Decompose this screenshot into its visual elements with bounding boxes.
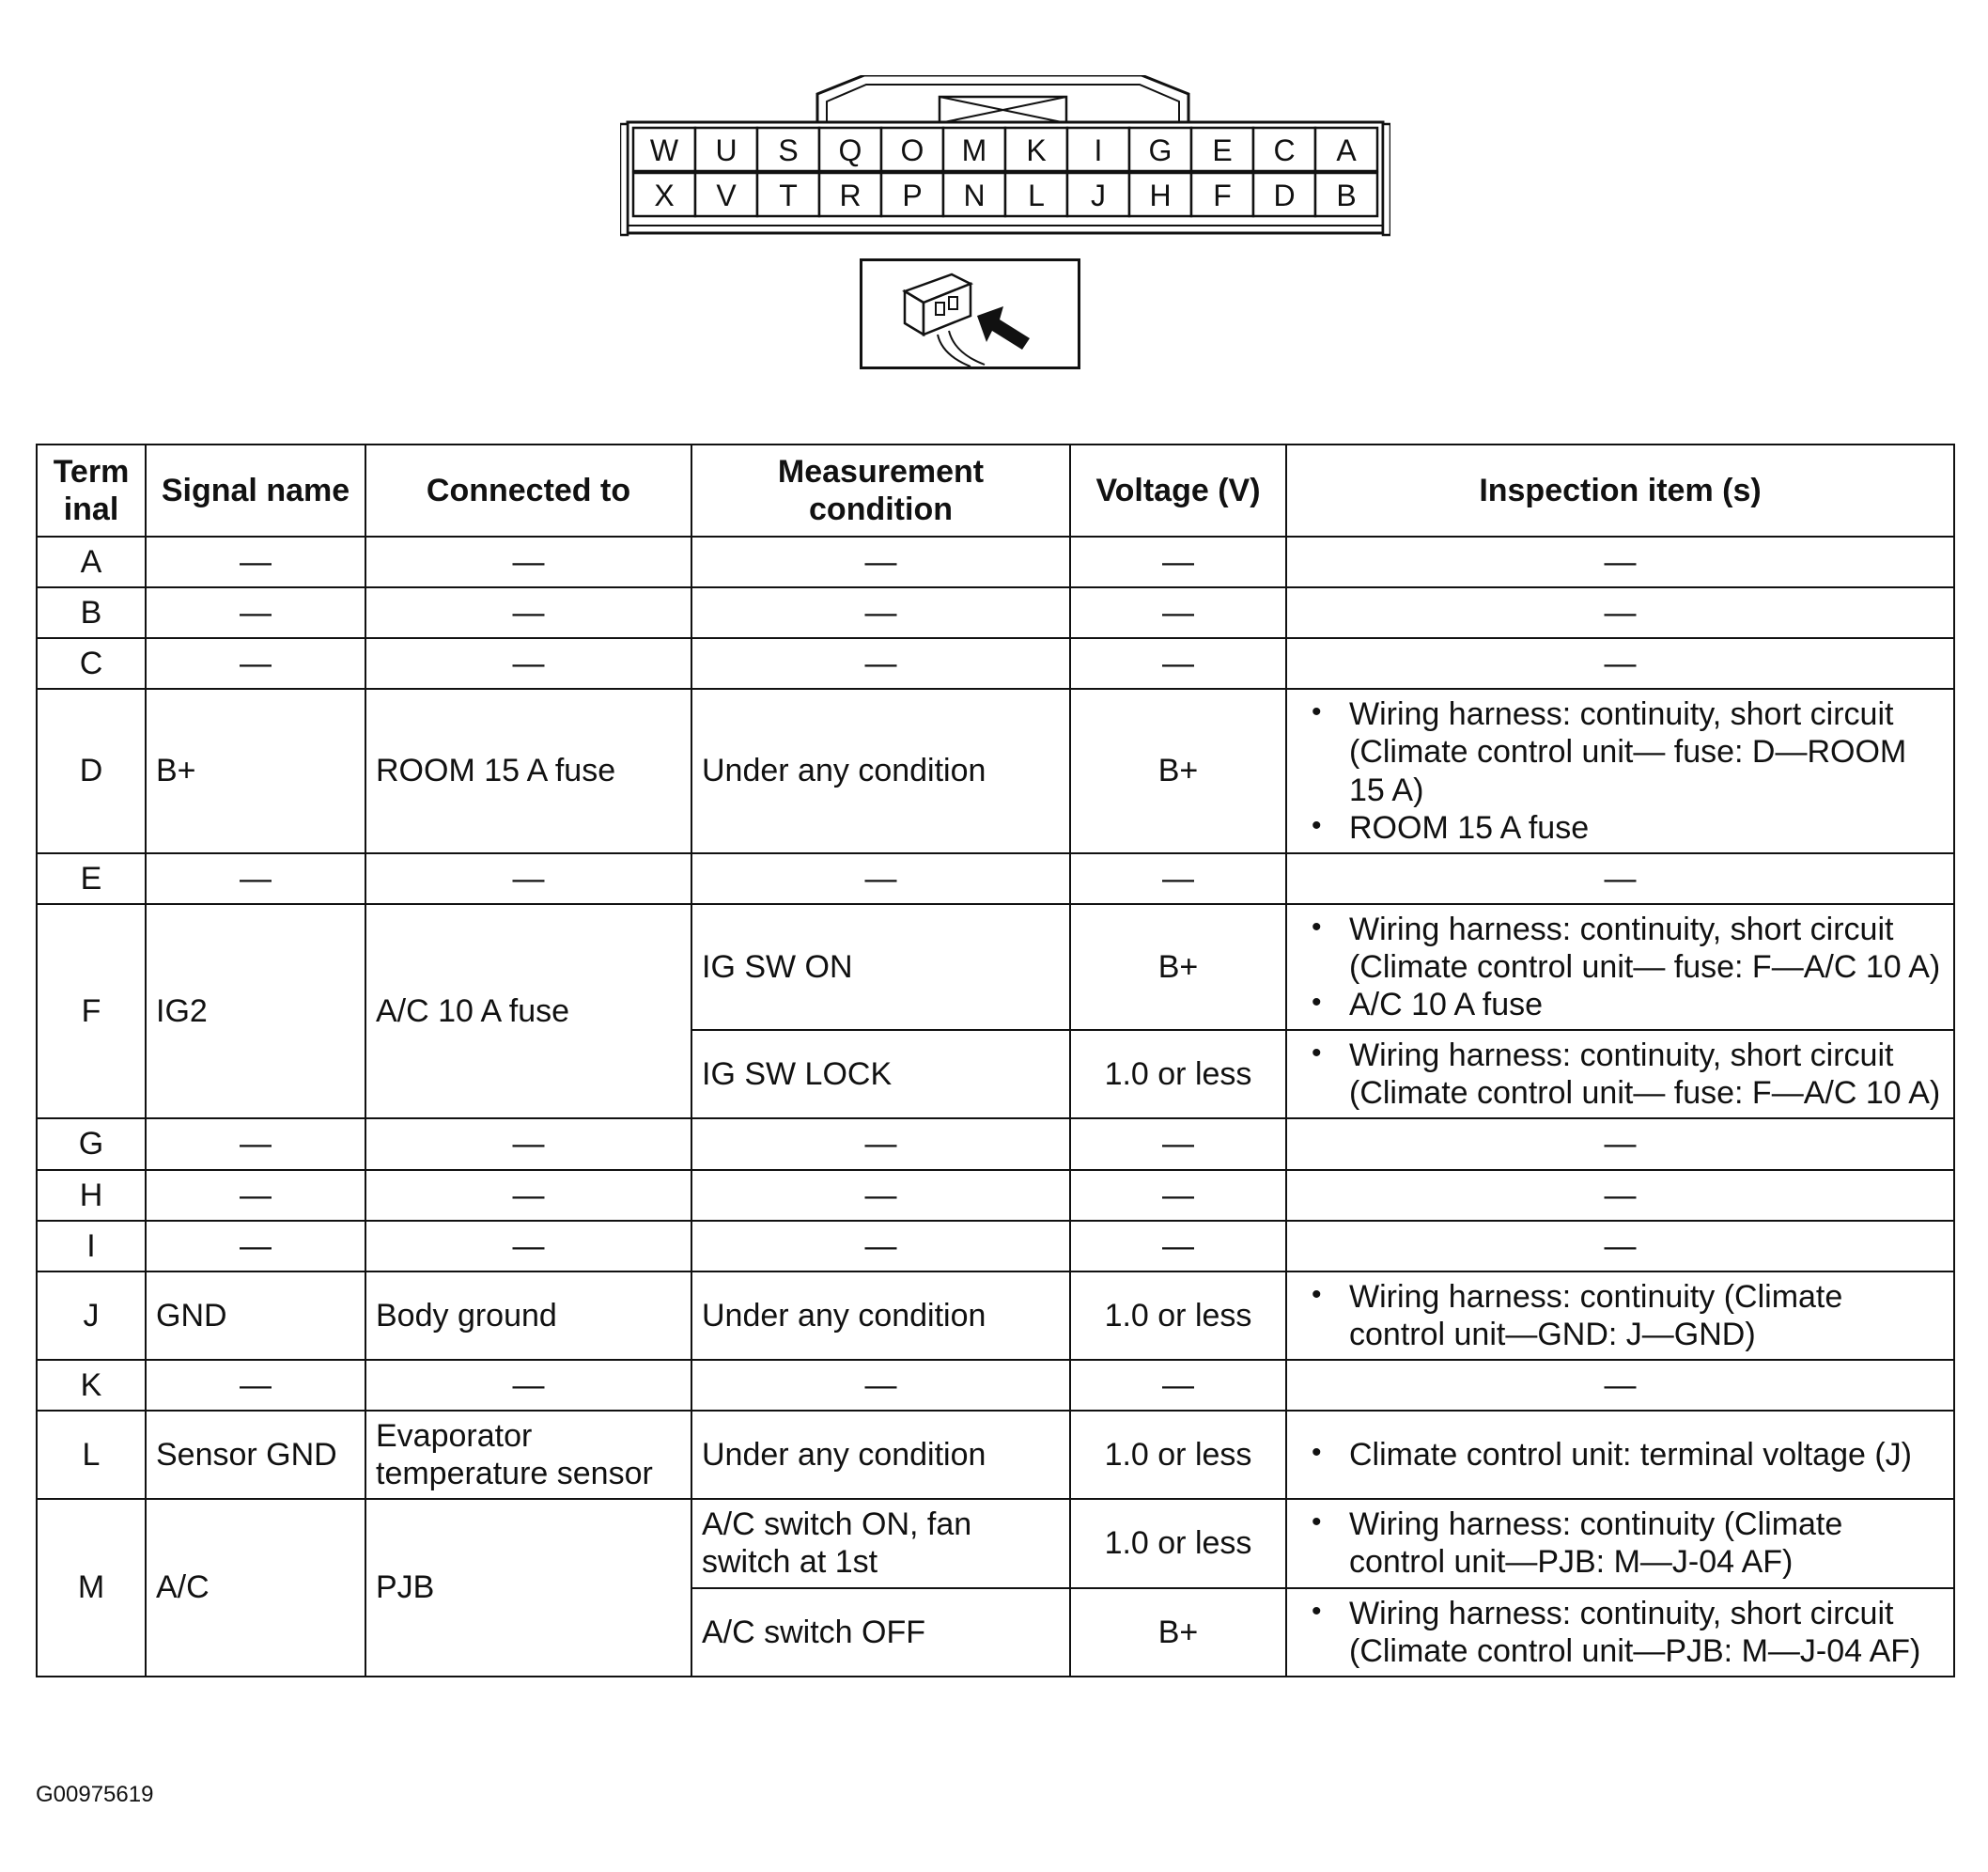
connected-cell: — bbox=[365, 638, 691, 689]
inspection-item: • Wiring harness: continuity, short circuit (Climate control unit— fuse: D—ROOM 15 A) bbox=[1349, 695, 1944, 808]
connector-pin-C bbox=[1253, 128, 1315, 171]
inspection-list bbox=[1297, 695, 1944, 846]
svg-text:P: P bbox=[902, 179, 923, 212]
table-row bbox=[37, 1360, 1954, 1411]
connected-cell: — bbox=[365, 1221, 691, 1271]
connector-pin-W bbox=[633, 128, 695, 171]
svg-text:K: K bbox=[1026, 133, 1047, 167]
svg-text:B: B bbox=[1336, 179, 1357, 212]
svg-text:E: E bbox=[1212, 133, 1233, 167]
inspection-cell bbox=[1286, 689, 1954, 852]
measurement-cell: Under any condition bbox=[691, 1271, 1070, 1360]
connector-pin-H bbox=[1129, 173, 1191, 216]
inspection-item: • Wiring harness: continuity (Climate control unit—PJB: M—J-04 AF) bbox=[1349, 1505, 1944, 1581]
connector-pin-P bbox=[881, 173, 943, 216]
inspection-cell: — bbox=[1286, 1360, 1954, 1411]
inspection-cell: — bbox=[1286, 537, 1954, 587]
voltage-cell: — bbox=[1070, 853, 1286, 904]
voltage-cell: — bbox=[1070, 1118, 1286, 1169]
svg-text:H: H bbox=[1149, 179, 1172, 212]
table-row bbox=[37, 1221, 1954, 1271]
voltage-cell: — bbox=[1070, 537, 1286, 587]
terminal-cell: J bbox=[37, 1271, 146, 1360]
voltage-cell: 1.0 or less bbox=[1070, 1271, 1286, 1360]
svg-text:R: R bbox=[839, 179, 862, 212]
inspection-item: • Climate control unit: terminal voltage (J) bbox=[1349, 1436, 1944, 1474]
table-row bbox=[37, 1499, 1954, 1587]
connector-pin-I bbox=[1067, 128, 1129, 171]
table-row bbox=[37, 904, 1954, 1030]
connector-pin-D bbox=[1253, 173, 1315, 216]
connected-cell: — bbox=[365, 1118, 691, 1169]
connector-pin-R bbox=[819, 173, 881, 216]
svg-text:X: X bbox=[654, 179, 675, 212]
table-row bbox=[37, 853, 1954, 904]
svg-text:V: V bbox=[716, 179, 737, 212]
svg-text:Q: Q bbox=[838, 133, 862, 167]
voltage-cell: B+ bbox=[1070, 1588, 1286, 1677]
connector-pin-A bbox=[1315, 128, 1377, 171]
measurement-cell: — bbox=[691, 587, 1070, 638]
signal-cell: — bbox=[146, 587, 365, 638]
connected-cell: — bbox=[365, 853, 691, 904]
connected-cell: — bbox=[365, 587, 691, 638]
inspection-item: • Wiring harness: continuity, short circuit (Climate control unit— fuse: F—A/C 10 A) bbox=[1349, 1037, 1944, 1112]
svg-text:C: C bbox=[1273, 133, 1296, 167]
terminal-cell: K bbox=[37, 1360, 146, 1411]
connector-pin-B bbox=[1315, 173, 1377, 216]
header-signal-name: Signal name bbox=[146, 445, 365, 537]
inspection-cell: — bbox=[1286, 638, 1954, 689]
connected-cell: — bbox=[365, 537, 691, 587]
connector-pin-T bbox=[757, 173, 819, 216]
measurement-cell: — bbox=[691, 537, 1070, 587]
signal-cell: A/C bbox=[146, 1499, 365, 1676]
connector-pin-K bbox=[1005, 128, 1067, 171]
svg-text:W: W bbox=[649, 133, 679, 167]
svg-text:F: F bbox=[1213, 179, 1232, 212]
inspection-cell: — bbox=[1286, 1170, 1954, 1221]
measurement-cell: A/C switch ON, fan switch at 1st bbox=[691, 1499, 1070, 1587]
table-row bbox=[37, 1411, 1954, 1499]
terminal-cell: B bbox=[37, 587, 146, 638]
measurement-cell: — bbox=[691, 1118, 1070, 1169]
signal-cell: — bbox=[146, 638, 365, 689]
view-direction-icon bbox=[860, 258, 1080, 369]
inspection-item: • ROOM 15 A fuse bbox=[1349, 809, 1944, 847]
signal-cell: Sensor GND bbox=[146, 1411, 365, 1499]
svg-text:I: I bbox=[1094, 133, 1103, 167]
svg-text:O: O bbox=[900, 133, 924, 167]
voltage-cell: 1.0 or less bbox=[1070, 1411, 1286, 1499]
inspection-cell bbox=[1286, 1271, 1954, 1360]
inspection-cell: — bbox=[1286, 587, 1954, 638]
terminal-inspection-table bbox=[36, 444, 1955, 1677]
terminal-cell: I bbox=[37, 1221, 146, 1271]
terminal-cell: M bbox=[37, 1499, 146, 1676]
inspection-cell bbox=[1286, 1499, 1954, 1587]
connector-pin-U bbox=[695, 128, 757, 171]
svg-text:T: T bbox=[779, 179, 798, 212]
inspection-item: • Wiring harness: continuity, short circuit (Climate control unit— fuse: F—A/C 10 A) bbox=[1349, 911, 1944, 986]
voltage-cell: 1.0 or less bbox=[1070, 1499, 1286, 1587]
svg-text:J: J bbox=[1091, 179, 1106, 212]
signal-cell: — bbox=[146, 853, 365, 904]
measurement-cell: Under any condition bbox=[691, 689, 1070, 852]
signal-cell: — bbox=[146, 1170, 365, 1221]
connector-pin-N bbox=[943, 173, 1005, 216]
connector-pin-V bbox=[695, 173, 757, 216]
inspection-list bbox=[1297, 1595, 1944, 1670]
svg-text:N: N bbox=[963, 179, 986, 212]
connector-pin-X bbox=[633, 173, 695, 216]
connected-cell: Evaporator temperature sensor bbox=[365, 1411, 691, 1499]
voltage-cell: 1.0 or less bbox=[1070, 1030, 1286, 1118]
header-terminal: Term inal bbox=[37, 445, 146, 537]
table-row bbox=[37, 1118, 1954, 1169]
inspection-list bbox=[1297, 1037, 1944, 1112]
table-row bbox=[37, 1170, 1954, 1221]
table-row bbox=[37, 689, 1954, 852]
inspection-cell: — bbox=[1286, 1221, 1954, 1271]
inspection-list bbox=[1297, 1505, 1944, 1581]
terminal-cell: L bbox=[37, 1411, 146, 1499]
inspection-cell: — bbox=[1286, 1118, 1954, 1169]
connected-cell: A/C 10 A fuse bbox=[365, 904, 691, 1119]
connector-pin-L bbox=[1005, 173, 1067, 216]
voltage-cell: B+ bbox=[1070, 904, 1286, 1030]
svg-text:L: L bbox=[1028, 179, 1045, 212]
voltage-cell: — bbox=[1070, 587, 1286, 638]
arrow-icon bbox=[977, 306, 1030, 350]
connector-diagram bbox=[620, 75, 1390, 244]
inspection-list bbox=[1297, 911, 1944, 1023]
measurement-cell: — bbox=[691, 853, 1070, 904]
inspection-item: • A/C 10 A fuse bbox=[1349, 986, 1944, 1023]
signal-cell: — bbox=[146, 1360, 365, 1411]
signal-cell: GND bbox=[146, 1271, 365, 1360]
inspection-cell bbox=[1286, 1588, 1954, 1677]
table-row bbox=[37, 537, 1954, 587]
connector-pin-J bbox=[1067, 173, 1129, 216]
header-inspection-items: Inspection item (s) bbox=[1286, 445, 1954, 537]
inspection-cell bbox=[1286, 1411, 1954, 1499]
inspection-list bbox=[1297, 1278, 1944, 1353]
measurement-cell: — bbox=[691, 638, 1070, 689]
harness-connector-icon bbox=[905, 274, 985, 367]
inspection-cell bbox=[1286, 904, 1954, 1030]
terminal-cell: G bbox=[37, 1118, 146, 1169]
connected-cell: — bbox=[365, 1170, 691, 1221]
inspection-cell: — bbox=[1286, 853, 1954, 904]
voltage-cell: — bbox=[1070, 638, 1286, 689]
figure-code: G00975619 bbox=[36, 1782, 154, 1807]
terminal-cell: A bbox=[37, 537, 146, 587]
terminal-cell: C bbox=[37, 638, 146, 689]
signal-cell: — bbox=[146, 1221, 365, 1271]
terminal-cell: H bbox=[37, 1170, 146, 1221]
header-voltage: Voltage (V) bbox=[1070, 445, 1286, 537]
connected-cell: — bbox=[365, 1360, 691, 1411]
measurement-cell: — bbox=[691, 1170, 1070, 1221]
svg-text:A: A bbox=[1336, 133, 1357, 167]
header-measurement-condition: Measurement condition bbox=[691, 445, 1070, 537]
measurement-cell: Under any condition bbox=[691, 1411, 1070, 1499]
svg-text:G: G bbox=[1148, 133, 1173, 167]
terminal-cell: F bbox=[37, 904, 146, 1119]
inspection-item: • Wiring harness: continuity (Climate control unit—GND: J—GND) bbox=[1349, 1278, 1944, 1353]
signal-cell: IG2 bbox=[146, 904, 365, 1119]
inspection-item: • Wiring harness: continuity, short circuit (Climate control unit—PJB: M—J-04 AF) bbox=[1349, 1595, 1944, 1670]
svg-text:S: S bbox=[778, 133, 799, 167]
connector-pin-O bbox=[881, 128, 943, 171]
svg-text:U: U bbox=[715, 133, 738, 167]
signal-cell: B+ bbox=[146, 689, 365, 852]
measurement-cell: IG SW ON bbox=[691, 904, 1070, 1030]
measurement-cell: — bbox=[691, 1360, 1070, 1411]
connector-pin-Q bbox=[819, 128, 881, 171]
inspection-cell bbox=[1286, 1030, 1954, 1118]
svg-text:M: M bbox=[961, 133, 987, 167]
connector-pin-E bbox=[1191, 128, 1253, 171]
voltage-cell: — bbox=[1070, 1170, 1286, 1221]
signal-cell: — bbox=[146, 1118, 365, 1169]
table-row bbox=[37, 1271, 1954, 1360]
inspection-list bbox=[1297, 1436, 1944, 1474]
svg-text:D: D bbox=[1273, 179, 1296, 212]
connector-pin-G bbox=[1129, 128, 1191, 171]
connector-pin-S bbox=[757, 128, 819, 171]
measurement-cell: — bbox=[691, 1221, 1070, 1271]
terminal-cell: D bbox=[37, 689, 146, 852]
connector-pin-grid bbox=[633, 128, 1377, 216]
signal-cell: — bbox=[146, 537, 365, 587]
connected-cell: PJB bbox=[365, 1499, 691, 1676]
connector-lock-tab bbox=[817, 75, 1188, 123]
terminal-cell: E bbox=[37, 853, 146, 904]
table-row bbox=[37, 638, 1954, 689]
connected-cell: Body ground bbox=[365, 1271, 691, 1360]
header-connected-to: Connected to bbox=[365, 445, 691, 537]
voltage-cell: B+ bbox=[1070, 689, 1286, 852]
connector-pin-M bbox=[943, 128, 1005, 171]
table-row bbox=[37, 587, 1954, 638]
table-header-row bbox=[37, 445, 1954, 537]
voltage-cell: — bbox=[1070, 1360, 1286, 1411]
measurement-cell: A/C switch OFF bbox=[691, 1588, 1070, 1677]
connector-pin-F bbox=[1191, 173, 1253, 216]
measurement-cell: IG SW LOCK bbox=[691, 1030, 1070, 1118]
connected-cell: ROOM 15 A fuse bbox=[365, 689, 691, 852]
voltage-cell: — bbox=[1070, 1221, 1286, 1271]
